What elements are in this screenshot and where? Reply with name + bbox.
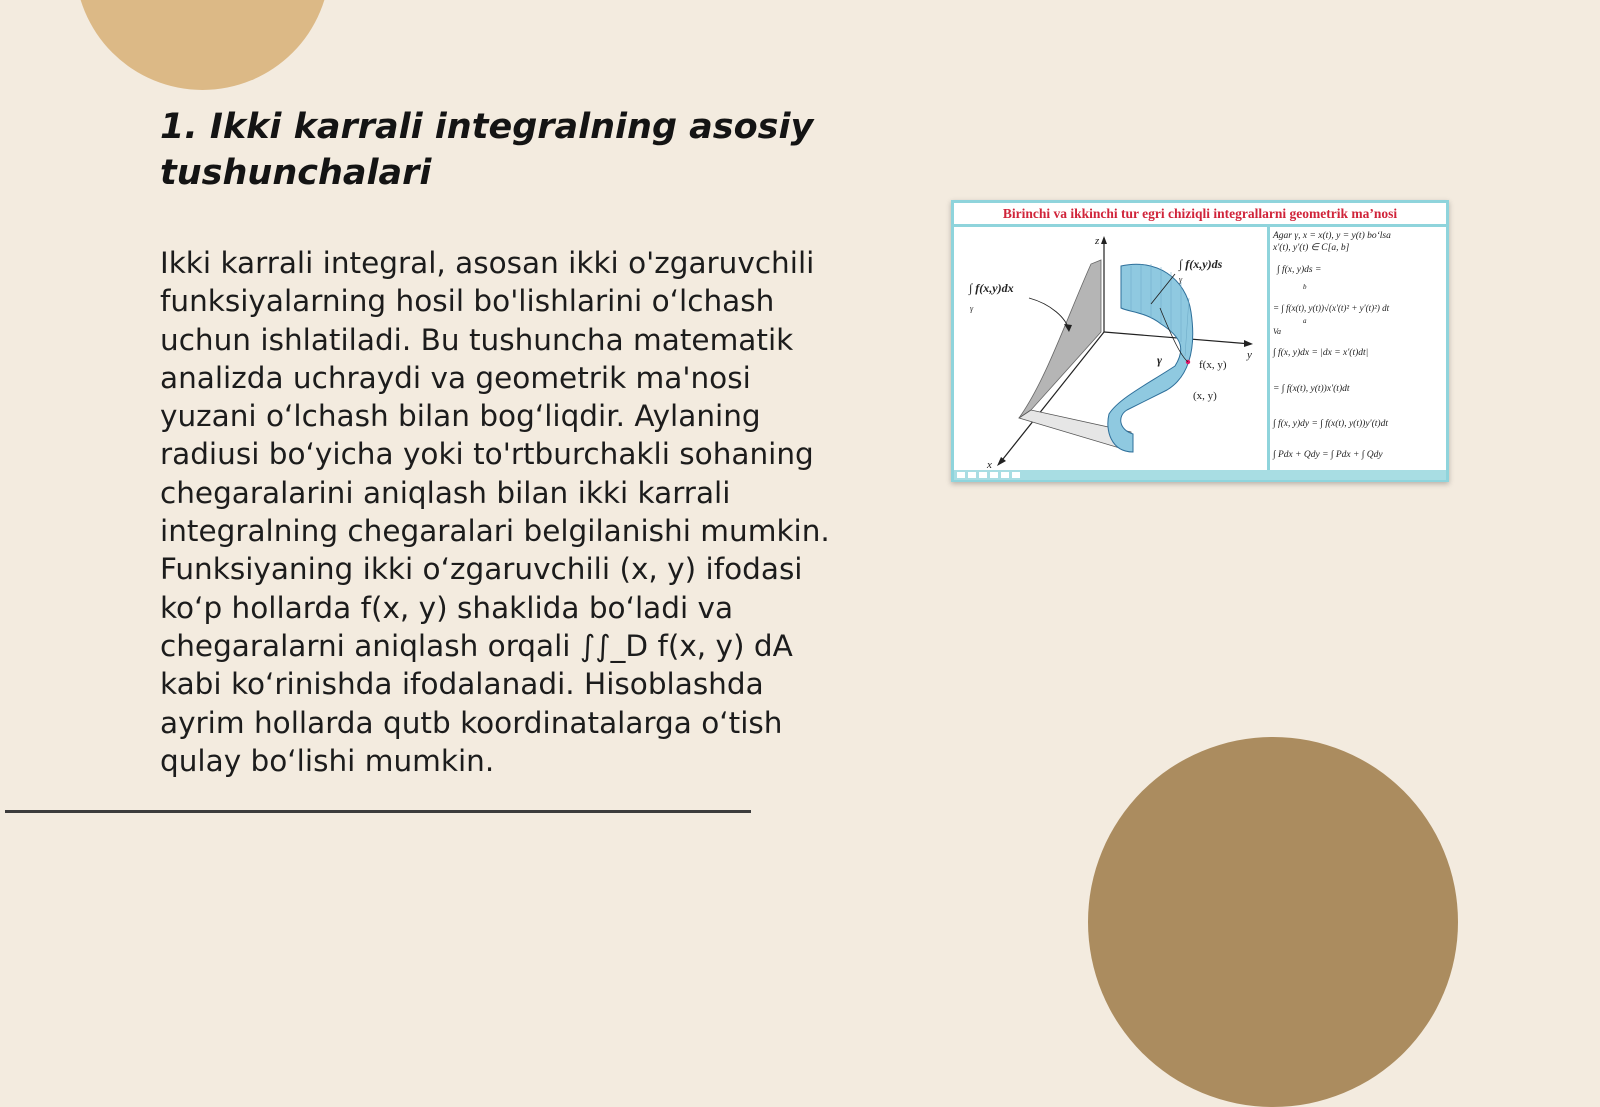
x-axis-label: x: [987, 459, 992, 471]
formula-word-va: Va: [1273, 327, 1281, 336]
integral-ds-label: ∫ f(x,y)ds: [1179, 257, 1223, 271]
curvilinear-integral-figure: [951, 200, 1449, 482]
formula-line-1: ∫ f(x, y)ds =: [1277, 265, 1322, 275]
formula-condition-2: x′(t), y′(t) ∈ C[a, b]: [1273, 243, 1350, 253]
formula-line-5: ∫ f(x, y)dy = ∫ f(x(t), y(t))y′(t)dt: [1273, 419, 1388, 429]
formula-2-lower-bound: a: [1303, 317, 1307, 325]
fxy-label: f(x, y): [1199, 359, 1227, 371]
decorative-circle-top: [75, 0, 330, 90]
integral-ds-subscript: γ: [1179, 275, 1183, 284]
y-axis-label: y: [1247, 349, 1252, 361]
formula-line-3: ∫ f(x, y)dx = |dx = x′(t)dt|: [1273, 348, 1369, 358]
decorative-circle-bottom: [1088, 737, 1458, 1107]
z-axis-label: z: [1095, 235, 1100, 247]
gamma-label: γ: [1157, 353, 1162, 367]
xy-point-label: (x, y): [1193, 390, 1217, 402]
integral-dx-subscript: γ: [970, 304, 974, 313]
integral-dx-label: ∫ f(x,y)dx: [969, 281, 1014, 295]
figure-svg: [951, 200, 1449, 482]
formula-line-6: ∫ Pdx + Qdy = ∫ Pdx + ∫ Qdy: [1273, 450, 1383, 460]
divider-line: [5, 810, 751, 813]
header-rule: [954, 224, 1446, 227]
figure-background: [951, 200, 1449, 482]
panel-divider: [1267, 227, 1270, 471]
formula-line-4: = ∫ f(x(t), y(t))x′(t)dt: [1273, 384, 1350, 394]
figure-header: Birinchi va ikkinchi tur egri chiziqli integrallarni geometrik ma’nosi: [1002, 206, 1398, 221]
formula-condition-1: Agar γ, x = x(t), y = y(t) bo‘lsa: [1273, 231, 1391, 241]
formula-line-2: = ∫ f(x(t), y(t))√(x′(t)² + y′(t)²) dt: [1273, 303, 1390, 313]
figure-footer-bar: [954, 470, 1446, 480]
slide-title: 1. Ikki karrali integralning asosiy tushunchalari: [160, 107, 814, 193]
slide-body-text: Ikki karrali integral, asosan ikki o'zgaruvchili funksiyalarning hosil bo'lishlarini oʻlchash uchun ishlatiladi. Bu tushuncha matematik analizda uchraydi va geometrik ma'nosi yuzani oʻlchash bilan bogʻliqdir. Aylaning radiusi boʻyicha yoki to'rtburchakli sohaning chegaralarini aniqlash bilan ikki karrali integralning chegaralari belgilanishi mumkin. Funksiyaning ikki oʻzgaruvchili (x, y) ifodasi koʻp hollarda f(x, y) shaklida boʻladi va chegaralarni aniqlash orqali ∫∫_D f(x, y) dA kabi koʻrinishda ifodalanadi. Hisoblashda ayrim hollarda qutb koordinatalarga oʻtish qulay boʻlishi mumkin.: [160, 246, 830, 778]
formula-2-upper-bound: b: [1303, 283, 1307, 291]
